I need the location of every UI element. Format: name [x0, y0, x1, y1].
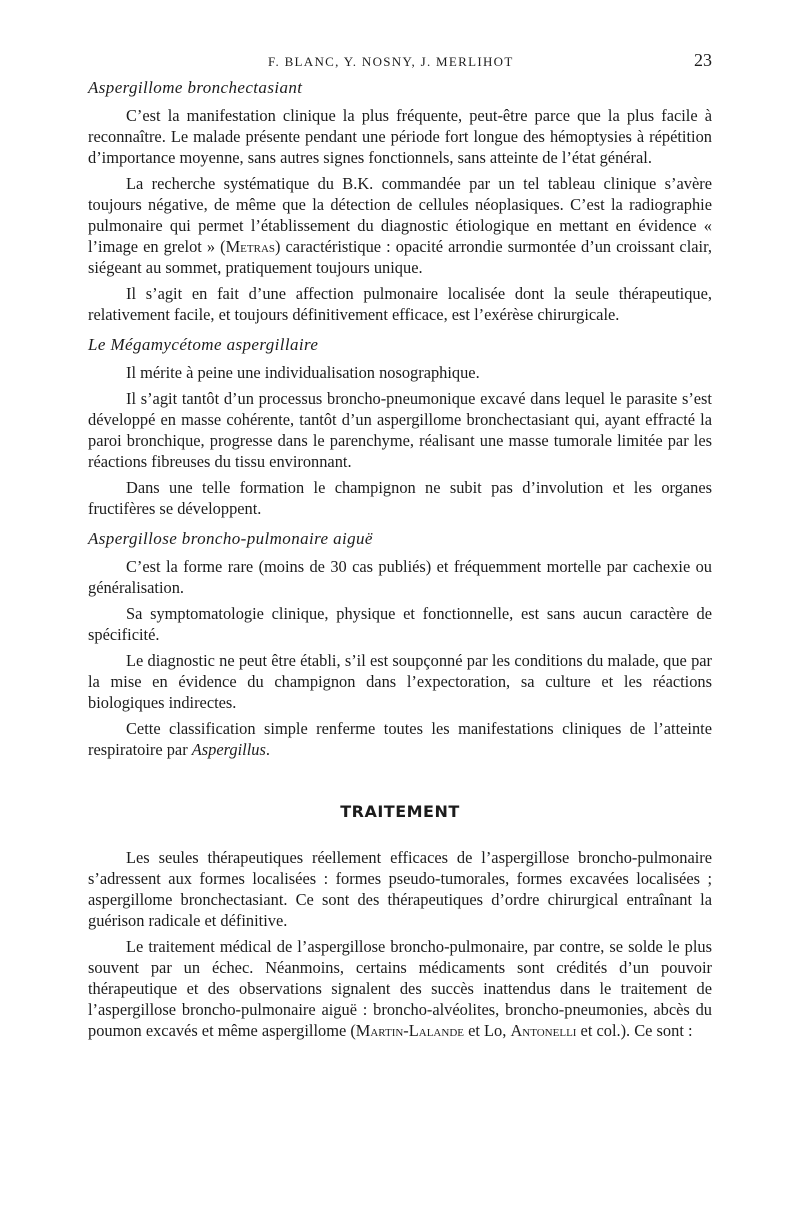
paragraph: Dans une telle formation le champignon ne subit pas d’involution et les organes fructifères se développent. — [88, 478, 712, 518]
running-header — [88, 48, 712, 76]
paragraph: Le diagnostic ne peut être établi, s’il est soupçonné par les conditions du malade, que par la mise en évidence du champignon dans l’expectoration, sa culture et les réactions biologiques indirectes. — [88, 651, 712, 712]
page — [88, 48, 712, 1046]
paragraph: Il s’agit en fait d’une affection pulmonaire localisée dont la seule thérapeutique, relativement facile, et toujours définitivement efficace, est l’exérèse chirurgicale. — [88, 284, 712, 324]
paragraph: C’est la forme rare (moins de 30 cas publiés) et fréquemment mortelle par cachexie ou généralisation. — [88, 557, 712, 597]
paragraph: Le traitement médical de l’aspergillose broncho-pulmonaire, par contre, se solde le plus souvent par un échec. Néanmoins, certains médicaments sont crédités d’un pouvoir thérapeutique et des observations signalent des succès inattendus dans le traitement de l’aspergillose broncho-pulmonaire aiguë : broncho-alvéolites, broncho-pneumonies, abcès du poumon excavés et même aspergillome (Martin-Lalande et Lo, Antonelli et col.). Ce sont : — [88, 937, 712, 1040]
paragraph: Il mérite à peine une individualisation nosographique. — [126, 363, 480, 382]
paragraph: Les seules thérapeutiques réellement efficaces de l’aspergillose broncho-pulmonaire s’adressent aux formes localisées : formes pseudo-tumorales, formes excavées localisées ; aspergillome bronchectasiant. Ce sont des thérapeutiques d’ordre chirurgical entraînant la guérison radicale et définitive. — [88, 848, 712, 930]
paragraph: C’est la manifestation clinique la plus fréquente, peut-être parce que la plus facile à reconnaître. Le malade présente pendant une période fort longue des hémoptysies à répétition d’importance moyenne, sans autres signes fonctionnels, sans atteinte de l’état général. — [88, 106, 712, 167]
section-heading-traitement: TRAITEMENT — [340, 802, 460, 821]
section-title-aspergillose-aigue: Aspergillose broncho-pulmonaire aiguë — [88, 529, 373, 548]
section-title-megamycetome: Le Mégamycétome aspergillaire — [88, 335, 319, 354]
paragraph: La recherche systématique du B.K. commandée par un tel tableau clinique s’avère toujours négative, de même que la détection de cellules néoplasiques. C’est la radiographie pulmonaire qui permet l’établissement du diagnostic étiologique en mettant en évidence « l’image en grelot » (Metras) caractéristique : opacité arrondie surmontée d’un croissant clair, siégeant au sommet, pratiquement toujours unique. — [88, 174, 712, 277]
paragraph: Sa symptomatologie clinique, physique et fonctionnelle, est sans aucun caractère de spécificité. — [88, 604, 712, 644]
paragraph: Cette classification simple renferme toutes les manifestations cliniques de l’atteinte respiratoire par Aspergillus. — [88, 719, 712, 759]
paragraph: Il s’agit tantôt d’un processus broncho-pneumonique excavé dans lequel le parasite s’est développé en masse cohérente, tantôt d’un aspergillome bronchectasiant qui, ayant effracté la paroi bronchique, progresse dans le parenchyme, réalisant une masse tumorale limitée par les réactions fibreuses du tissu environnant. — [88, 389, 712, 471]
section-title-aspergillome: Aspergillome bronchectasiant — [88, 78, 303, 97]
page-number: 23 — [694, 50, 712, 70]
header-authors: F. BLANC, Y. NOSNY, J. MERLIHOT — [268, 54, 514, 69]
